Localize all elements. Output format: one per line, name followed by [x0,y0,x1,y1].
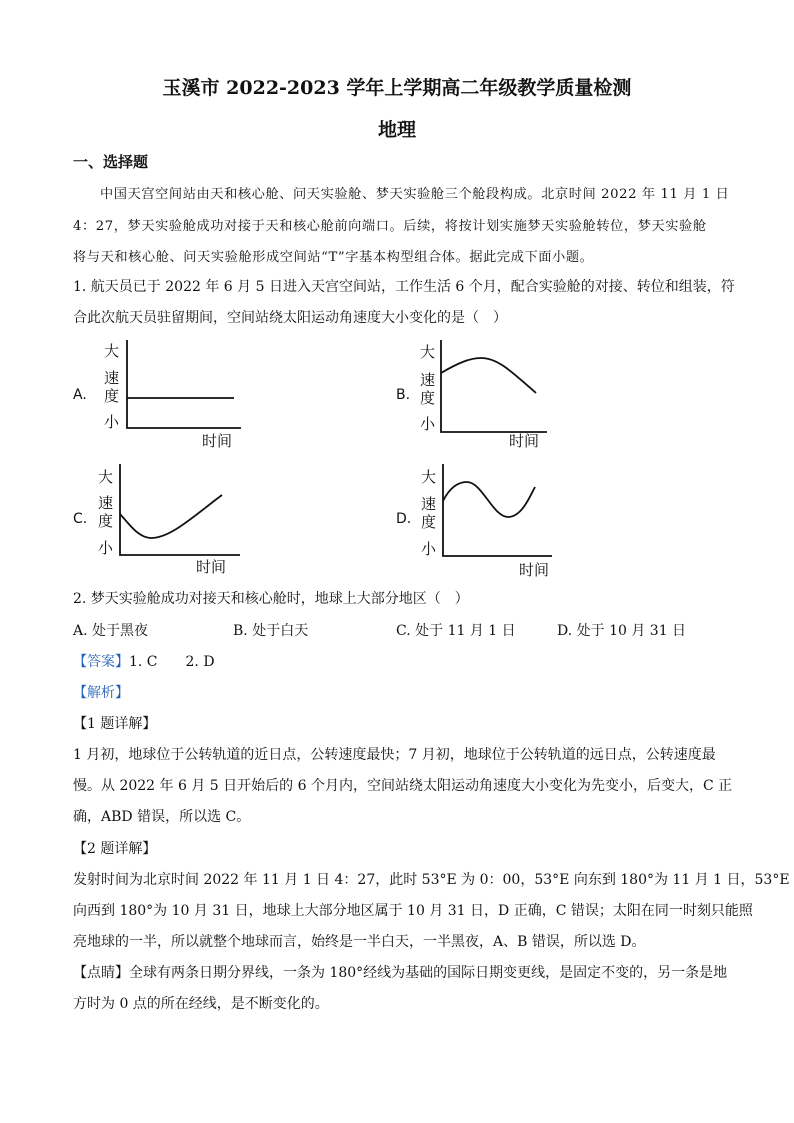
label-small: 小 [421,540,437,558]
label-big: 大 [420,343,436,361]
label-small: 小 [98,539,114,557]
subject-title: 地理 [377,119,416,141]
label-speed: 速 [98,494,114,512]
detail1-line-1: 1 月初，地球位于公转轨道的近日点，公转速度最快；7 月初，地球位于公转轨道的远日点，公转速度最 [73,747,716,763]
label-time: 时间 [196,558,227,576]
option-b-axes [441,340,547,432]
detail1-line-2: 慢。从 2022 年 6 月 5 日开始后的 6 个月内，空间站绕太阳运动角速度大小变化为先变小，后变大，C 正 [73,778,733,794]
label-degree: 度 [420,389,436,407]
option-a-graph [73,340,241,450]
q2-option-c: C. 处于 11 月 1 日 [396,623,516,639]
detail2-line-1: 发射时间为北京时间 2022 年 11 月 1 日 4：27，此时 53°E 为 0：00，53°E 向东到 180°为 11 月 1 日，53°E [73,872,790,888]
passage-line-1: 中国天宫空间站由天和核心舱、问天实验舱、梦天实验舱三个舱段构成。北京时间 2022 年 11 月 1 日 [100,187,730,202]
page-title: 玉溪市 2022-2023 学年上学期高二年级教学质量检测 [162,77,632,99]
label-speed: 速 [104,369,120,387]
q2-option-a: A. 处于黑夜 [73,623,149,639]
tip-line-2: 方时为 0 点的所在经线，是不断变化的。 [73,996,329,1012]
label-big: 大 [421,468,437,486]
label-speed: 速 [420,371,436,389]
label-time: 时间 [519,561,550,579]
option-b-letter: B. [396,387,411,403]
detail2-label: 【2 题详解】 [73,841,157,857]
option-d-letter: D. [396,511,412,527]
option-c-graph [73,464,240,576]
tip-line-1 [73,962,727,982]
q1-stem-line-2: 合此次航天员驻留期间，空间站绕太阳运动角速度大小变化的是（ ） [73,310,507,326]
label-big: 大 [98,468,114,486]
label-speed: 速 [421,495,437,513]
detail2-line-3: 亮地球的一半，所以就整个地球而言，始终是一半白天，一半黑夜，A、B 错误，所以选 D。 [73,934,646,950]
detail1-line-3: 确，ABD 错误，所以选 C。 [73,809,251,825]
option-a-axes [127,340,241,428]
detail2-line-2: 向西到 180°为 10 月 31 日，地球上大部分地区属于 10 月 31 日，D 正确，C 错误；太阳在同一时刻只能照 [73,903,753,919]
option-c-curve-fall-then-rise [120,495,222,538]
option-c-letter: C. [73,511,88,527]
label-time: 时间 [202,432,233,450]
analysis-label: 【解析】 [73,685,129,701]
tip-label: 【点睛】 [73,965,129,981]
q1-stem-line-1: 1. 航天员已于 2022 年 6 月 5 日进入天宫空间站，工作生活 6 个月，配合实验舱的对接、转位和组装，符 [73,279,735,295]
label-degree: 度 [421,513,437,531]
option-b-curve-rise-then-fall [441,358,536,393]
section-heading: 一、选择题 [73,153,149,171]
label-small: 小 [420,415,436,433]
label-big: 大 [104,342,120,360]
option-d-curve-wave [443,482,535,517]
option-c-axes [120,464,240,555]
q2-option-d: D. 处于 10 月 31 日 [557,623,687,639]
passage-line-2: 4：27，梦天实验舱成功对接于天和核心舱前向端口。后续，将按计划实施梦天实验舱转位，梦天实验舱 [73,219,707,234]
detail1-label: 【1 题详解】 [73,716,157,732]
q2-option-b: B. 处于白天 [233,623,309,639]
answer-label: 【答案】 [73,654,129,670]
option-d-axes [443,464,552,556]
label-degree: 度 [104,387,120,405]
passage-line-3: 将与天和核心舱、问天实验舱形成空间站“T”字基本构型组合体。据此完成下面小题。 [73,250,594,265]
option-d-graph [396,464,552,579]
q2-stem: 2. 梦天实验舱成功对接天和核心舱时，地球上大部分地区（ ） [73,591,469,607]
answer-text: 1. C 2. D [129,654,215,670]
label-small: 小 [104,413,120,431]
tip-text-1: 全球有两条日期分界线，一条为 180°经线为基础的国际日期变更线，是固定不变的，另一条是地 [129,965,728,981]
option-b-graph [396,340,547,450]
label-time: 时间 [509,432,540,450]
label-degree: 度 [98,512,114,530]
answer-line [73,651,215,671]
option-a-letter: A. [73,387,87,403]
